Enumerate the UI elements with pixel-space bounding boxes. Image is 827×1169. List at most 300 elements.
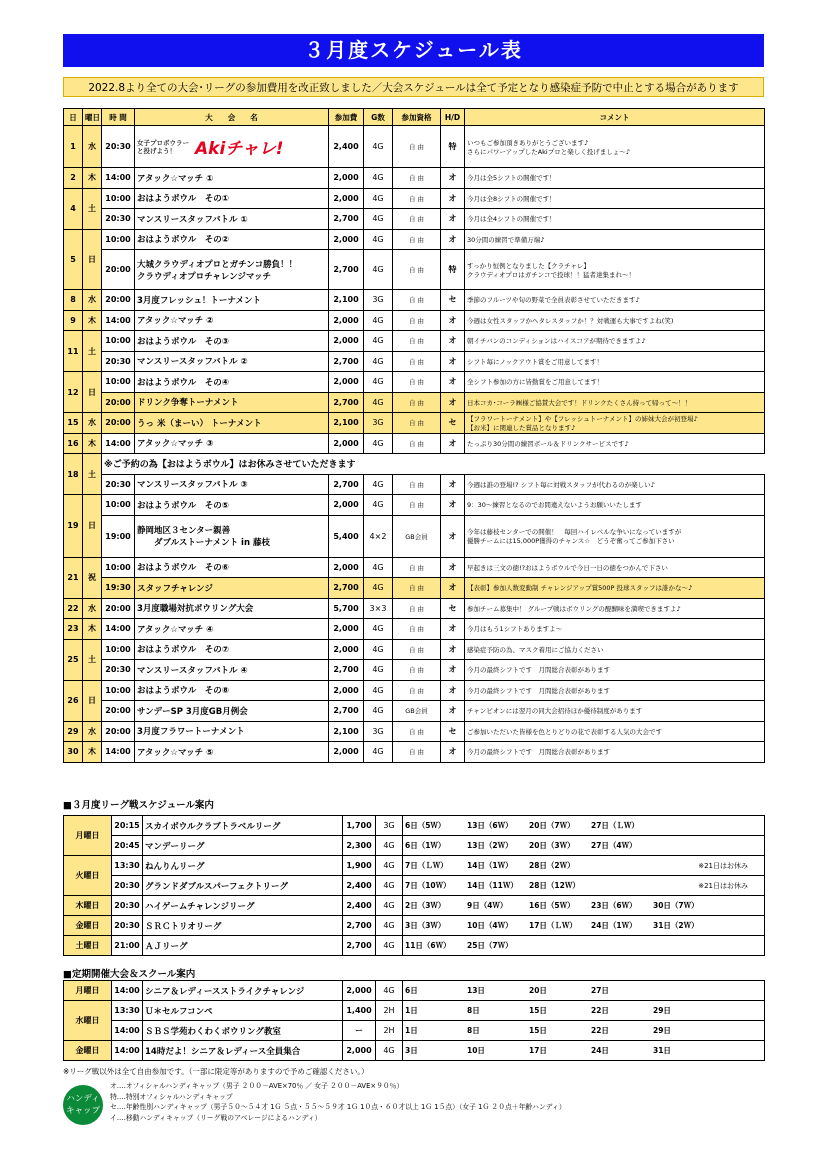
event-name: アタック☆マッチ ⑤ bbox=[135, 742, 329, 763]
day-cell: 15 bbox=[64, 413, 83, 434]
handicap-cell: オ bbox=[441, 515, 465, 557]
time-cell: 20:30 bbox=[112, 916, 143, 936]
fee-cell: 2,700 bbox=[329, 660, 364, 681]
event-name: ハイゲームチャレンジリーグ bbox=[143, 896, 343, 916]
comment-cell: 今月は全5シフトの開催です！ bbox=[465, 168, 765, 189]
games-cell: 3G bbox=[364, 413, 393, 434]
note: ※21日はお休み bbox=[698, 862, 748, 870]
comment-cell: 日本コカ･コーラ㈱様ご協賛大会です！ドリンクたくさん持って帰って～！！ bbox=[465, 392, 765, 413]
legend-line: 特‥‥特別オフィシャルハンディキャップ bbox=[110, 1092, 233, 1101]
time-cell: 13:30 bbox=[112, 856, 143, 876]
games-cell: 4G bbox=[364, 639, 393, 660]
handicap-cell: セ bbox=[441, 598, 465, 619]
weekday-cell: 土 bbox=[83, 331, 102, 372]
date-item: 6日（5Ｗ） bbox=[405, 821, 446, 830]
games-cell: 3G bbox=[364, 290, 393, 311]
handicap-cell: オ bbox=[441, 310, 465, 331]
schedule-header-row bbox=[64, 109, 765, 126]
schedule-row bbox=[64, 598, 765, 619]
time-cell: 20:30 bbox=[102, 126, 135, 168]
header-cell: 参加費 bbox=[329, 109, 364, 126]
schedule-row bbox=[64, 742, 765, 763]
fee-cell: 2,000 bbox=[329, 310, 364, 331]
games-cell: 2H bbox=[376, 1021, 403, 1041]
eligibility-cell: 自 由 bbox=[393, 680, 441, 701]
games-cell: 4G bbox=[376, 916, 403, 936]
fee-cell: 2,700 bbox=[329, 474, 364, 495]
games-cell: 3×3 bbox=[364, 598, 393, 619]
time-cell: 20:30 bbox=[102, 351, 135, 372]
fee-cell: 2,000 bbox=[329, 742, 364, 763]
event-name: 14時だよ！シニア＆レディース全員集合 bbox=[143, 1041, 343, 1061]
fee-cell: 2,100 bbox=[329, 721, 364, 742]
games-cell: 4G bbox=[364, 557, 393, 578]
date-item: 30日（7Ｗ） bbox=[653, 901, 699, 910]
comment-cell: チャンピオンには翌月の同大会招待ほか優待制度があります bbox=[465, 701, 765, 722]
schedule-row bbox=[64, 351, 765, 372]
games-cell: 4G bbox=[376, 1041, 403, 1061]
handicap-cell: オ bbox=[441, 495, 465, 516]
notice-cell: ※ご予約の為【おはようボウル】はお休みさせていただきます bbox=[102, 454, 765, 475]
dates-cell bbox=[403, 816, 765, 836]
schedule-row bbox=[64, 495, 765, 516]
handicap-cell: セ bbox=[441, 721, 465, 742]
dates-cell bbox=[403, 1001, 765, 1021]
eligibility-cell: 自 由 bbox=[393, 433, 441, 454]
day-cell: 1 bbox=[64, 126, 83, 168]
fee-cell: 2,000 bbox=[329, 680, 364, 701]
schedule-row bbox=[64, 188, 765, 209]
logo-brand: Akiチャレ! bbox=[195, 139, 284, 159]
logo-caption: 女子プロボウラー と投げよう！ bbox=[137, 138, 189, 155]
fee-cell: 2,000 bbox=[329, 372, 364, 393]
fee-cell: 2,000 bbox=[329, 495, 364, 516]
weekday-cell: 祝 bbox=[83, 557, 102, 598]
league-row bbox=[64, 876, 765, 896]
time-cell: 14:00 bbox=[102, 742, 135, 763]
day-cell: 2 bbox=[64, 168, 83, 189]
schedule-row bbox=[64, 619, 765, 640]
time-cell: 20:00 bbox=[102, 721, 135, 742]
league-row bbox=[64, 896, 765, 916]
day-cell: 21 bbox=[64, 557, 83, 598]
eligibility-cell: 自 由 bbox=[393, 168, 441, 189]
time-cell: 14:00 bbox=[102, 433, 135, 454]
games-cell: 3G bbox=[376, 816, 403, 836]
handicap-cell: オ bbox=[441, 168, 465, 189]
event-name: おはようボウル その⑥ bbox=[135, 557, 329, 578]
eligibility-cell: 自 由 bbox=[393, 660, 441, 681]
event-name: ＳＲＣトリオリーグ bbox=[143, 916, 343, 936]
note: ※21日はお休み bbox=[698, 882, 748, 890]
time-cell: 10:00 bbox=[102, 680, 135, 701]
games-cell: 4G bbox=[364, 310, 393, 331]
day-cell: 30 bbox=[64, 742, 83, 763]
comment-cell: 今週は誰の登場!? シフト毎に対戦スタッフが代わるのが楽しい♪ bbox=[465, 474, 765, 495]
weekday-cell: 水 bbox=[83, 721, 102, 742]
date-item: 24日（1Ｗ） bbox=[591, 921, 637, 930]
schedule-row bbox=[64, 126, 765, 168]
day-cell: 11 bbox=[64, 331, 83, 372]
date-item: 31日 bbox=[653, 1046, 671, 1055]
games-cell: 4G bbox=[376, 856, 403, 876]
games-cell: 4G bbox=[364, 372, 393, 393]
date-item: 10日 bbox=[467, 1046, 485, 1055]
weekday-cell: 金曜日 bbox=[64, 916, 112, 936]
handicap-cell: オ bbox=[441, 701, 465, 722]
schedule-row bbox=[64, 433, 765, 454]
fee-cell: 2,700 bbox=[343, 936, 376, 956]
time-cell: 14:00 bbox=[112, 981, 143, 1001]
weekday-cell: 木曜日 bbox=[64, 896, 112, 916]
handicap-cell: オ bbox=[441, 557, 465, 578]
dates-cell bbox=[403, 896, 765, 916]
schedule-row bbox=[64, 721, 765, 742]
league-table bbox=[63, 815, 765, 956]
league-row bbox=[64, 836, 765, 856]
time-cell: 10:00 bbox=[102, 557, 135, 578]
schedule-row bbox=[64, 515, 765, 557]
date-item: 6日（1Ｗ） bbox=[405, 841, 446, 850]
handicap-cell: オ bbox=[441, 474, 465, 495]
date-item: 13日 bbox=[467, 986, 485, 995]
event-name bbox=[135, 126, 329, 168]
schedule-table bbox=[63, 108, 765, 763]
games-cell: 2H bbox=[376, 1001, 403, 1021]
header-cell: 大 会 名 bbox=[135, 109, 329, 126]
games-cell: 4G bbox=[364, 351, 393, 372]
day-cell: 25 bbox=[64, 639, 83, 680]
eligibility-cell: 自 由 bbox=[393, 331, 441, 352]
time-cell: 10:00 bbox=[102, 372, 135, 393]
eligibility-cell: GB会員 bbox=[393, 515, 441, 557]
comment-cell: 9：30～練習となるのでお間違えないようお願いいたします bbox=[465, 495, 765, 516]
league-row bbox=[64, 1041, 765, 1061]
time-cell: 14:00 bbox=[112, 1021, 143, 1041]
time-cell: 14:00 bbox=[112, 1041, 143, 1061]
date-item: 1日 bbox=[405, 1006, 418, 1015]
time-cell: 20:30 bbox=[102, 660, 135, 681]
event-name: ＳＢＳ学苑わくわくボウリング教室 bbox=[143, 1021, 343, 1041]
time-cell: 21:00 bbox=[112, 936, 143, 956]
fee-cell: 2,400 bbox=[329, 126, 364, 168]
fee-cell: 2,700 bbox=[329, 250, 364, 290]
handicap-cell: オ bbox=[441, 578, 465, 599]
fee-cell: 2,400 bbox=[343, 896, 376, 916]
event-name: 大城クラウディオプロとガチンコ勝負！！ クラウディオプロチャレンジマッチ bbox=[135, 250, 329, 290]
dates-cell bbox=[403, 856, 765, 876]
weekday-cell: 土 bbox=[83, 639, 102, 680]
dates-cell bbox=[403, 836, 765, 856]
games-cell: 4G bbox=[364, 680, 393, 701]
weekday-cell: 水 bbox=[83, 598, 102, 619]
date-item: 28日（12Ｗ） bbox=[529, 881, 580, 890]
event-name: おはようボウル その③ bbox=[135, 331, 329, 352]
handicap-cell: オ bbox=[441, 742, 465, 763]
time-cell: 19:30 bbox=[102, 578, 135, 599]
handicap-cell: セ bbox=[441, 413, 465, 434]
event-name: 3月度フレッシュ！トーナメント bbox=[135, 290, 329, 311]
games-cell: 4G bbox=[364, 331, 393, 352]
games-cell: 4G bbox=[364, 168, 393, 189]
weekday-cell: 日 bbox=[83, 680, 102, 721]
date-item: 17日（ＬＷ） bbox=[529, 921, 577, 930]
event-name: おはようボウル その④ bbox=[135, 372, 329, 393]
eligibility-cell: 自 由 bbox=[393, 250, 441, 290]
legend-line: オ‥‥オフィシャルハンディキャップ（男子 ２００－AVE×70％ ／ 女子 ２００－AVE×９０％） bbox=[110, 1082, 404, 1090]
school-section-title: ■定期開催大会＆スクール案内 bbox=[63, 969, 196, 980]
schedule-row bbox=[64, 578, 765, 599]
games-cell: 4×2 bbox=[364, 515, 393, 557]
page-title: ３月度スケジュール表 bbox=[63, 34, 764, 67]
day-cell: 16 bbox=[64, 433, 83, 454]
time-cell: 20:00 bbox=[102, 598, 135, 619]
fee-cell: 5,400 bbox=[329, 515, 364, 557]
schedule-row bbox=[64, 454, 765, 475]
schedule-row bbox=[64, 660, 765, 681]
date-item: 31日（2Ｗ） bbox=[653, 921, 699, 930]
event-name: スカイボウルクラブトラベルリーグ bbox=[143, 816, 343, 836]
time-cell: 10:00 bbox=[102, 188, 135, 209]
time-cell: 20:30 bbox=[102, 209, 135, 230]
date-item: 29日 bbox=[653, 1006, 671, 1015]
footnote: ※リーグ戦以外は全て自由参加です。（一部に限定等がありますので予めご確認ください。） bbox=[63, 1067, 369, 1076]
event-name: アタック☆マッチ ① bbox=[135, 168, 329, 189]
league-row bbox=[64, 916, 765, 936]
weekday-cell: 日 bbox=[83, 372, 102, 413]
league-row bbox=[64, 856, 765, 876]
schedule-row bbox=[64, 680, 765, 701]
time-cell: 14:00 bbox=[102, 310, 135, 331]
schedule-row bbox=[64, 168, 765, 189]
event-name: マンスリースタッフバトル ④ bbox=[135, 660, 329, 681]
date-item: 25日（7Ｗ） bbox=[467, 941, 513, 950]
date-item: 9日（4Ｗ） bbox=[467, 901, 508, 910]
day-cell: 8 bbox=[64, 290, 83, 311]
games-cell: 3G bbox=[364, 721, 393, 742]
comment-cell: 30分間の練習で準備万端♪ bbox=[465, 229, 765, 250]
event-name: グランドダブルスパーフェクトリーグ bbox=[143, 876, 343, 896]
date-item: 15日 bbox=[529, 1006, 547, 1015]
league-row bbox=[64, 1021, 765, 1041]
league-row bbox=[64, 1001, 765, 1021]
eligibility-cell: 自 由 bbox=[393, 578, 441, 599]
event-name: 3月度職場対抗ボウリング大会 bbox=[135, 598, 329, 619]
schedule-row bbox=[64, 310, 765, 331]
games-cell: 4G bbox=[364, 250, 393, 290]
date-item: 7日（ＬＷ） bbox=[405, 861, 448, 870]
time-cell: 10:00 bbox=[102, 331, 135, 352]
schedule-row bbox=[64, 372, 765, 393]
weekday-cell: 木 bbox=[83, 310, 102, 331]
schedule-row bbox=[64, 474, 765, 495]
date-item: 10日（4Ｗ） bbox=[467, 921, 513, 930]
date-item: 13日（2Ｗ） bbox=[467, 841, 513, 850]
date-item: 27日（4Ｗ） bbox=[591, 841, 637, 850]
comment-cell: ご参加いただいた皆様を色とりどりの花で表彰する人気の大会です bbox=[465, 721, 765, 742]
fee-cell: 2,100 bbox=[329, 290, 364, 311]
time-cell: 20:00 bbox=[102, 392, 135, 413]
comment-cell: いつもご参加頂きありがとうございます♪ さらにパワーアップしたAkiプロと楽しく投げましょ～♪ bbox=[465, 126, 765, 168]
eligibility-cell: 自 由 bbox=[393, 209, 441, 230]
games-cell: 4G bbox=[364, 126, 393, 168]
eligibility-cell: 自 由 bbox=[393, 229, 441, 250]
time-cell: 14:00 bbox=[102, 619, 135, 640]
handicap-cell: オ bbox=[441, 372, 465, 393]
comment-cell: 全シフト参加の方に皆勤賞をご用意してます！ bbox=[465, 372, 765, 393]
schedule-row bbox=[64, 250, 765, 290]
handicap-cell: オ bbox=[441, 660, 465, 681]
legend-line: イ‥‥移動ハンディキャップ（リーグ戦のアベレージによるハンディ） bbox=[110, 1113, 322, 1122]
league-row bbox=[64, 981, 765, 1001]
weekday-cell: 月曜日 bbox=[64, 816, 112, 856]
dates-cell bbox=[403, 876, 765, 896]
time-cell: 20:30 bbox=[112, 876, 143, 896]
comment-cell: 今月の最終シフトです 月間総合表彰があります bbox=[465, 680, 765, 701]
fee-cell: 1,900 bbox=[343, 856, 376, 876]
schedule-row bbox=[64, 557, 765, 578]
games-cell: 4G bbox=[364, 495, 393, 516]
header-cell: H/D bbox=[441, 109, 465, 126]
games-cell: 4G bbox=[376, 836, 403, 856]
handicap-cell: 特 bbox=[441, 126, 465, 168]
eligibility-cell: 自 由 bbox=[393, 413, 441, 434]
fee-cell: 5,700 bbox=[329, 598, 364, 619]
date-item: 29日 bbox=[653, 1026, 671, 1035]
school-table bbox=[63, 980, 765, 1061]
weekday-cell: 土 bbox=[83, 454, 102, 495]
time-cell: 20:00 bbox=[102, 413, 135, 434]
comment-cell: すっかり恒例となりました【クラチャレ】 クラウディオプロはガチンコで投球！！猛者達集まれ～！ bbox=[465, 250, 765, 290]
eligibility-cell: 自 由 bbox=[393, 495, 441, 516]
day-cell: 5 bbox=[64, 229, 83, 290]
handicap-cell: オ bbox=[441, 229, 465, 250]
date-item: 15日 bbox=[529, 1026, 547, 1035]
event-name: シニア＆レディースストライクチャレンジ bbox=[143, 981, 343, 1001]
fee-cell: 1,700 bbox=[343, 816, 376, 836]
time-cell: 13:30 bbox=[112, 1001, 143, 1021]
time-cell: 10:00 bbox=[102, 639, 135, 660]
eligibility-cell: 自 由 bbox=[393, 290, 441, 311]
date-item: 6日 bbox=[405, 986, 418, 995]
day-cell: 4 bbox=[64, 188, 83, 229]
weekday-cell: 土曜日 bbox=[64, 936, 112, 956]
weekday-cell: 木 bbox=[83, 742, 102, 763]
time-cell: 20:15 bbox=[112, 816, 143, 836]
dates-cell bbox=[403, 916, 765, 936]
fee-cell: 2,000 bbox=[329, 188, 364, 209]
comment-cell: 今週は女性スタッフかヘタレスタッフか！？対戦運も大事ですよね(笑) bbox=[465, 310, 765, 331]
schedule-row bbox=[64, 229, 765, 250]
day-cell: 26 bbox=[64, 680, 83, 721]
fee-cell: 2,000 bbox=[329, 331, 364, 352]
league-row bbox=[64, 816, 765, 836]
handicap-cell: 特 bbox=[441, 250, 465, 290]
games-cell: 4G bbox=[364, 701, 393, 722]
comment-cell: たっぷり30分間の練習ボール＆ドリンクサービスです♪ bbox=[465, 433, 765, 454]
day-cell: 12 bbox=[64, 372, 83, 413]
event-name: マンスリースタッフバトル ② bbox=[135, 351, 329, 372]
handicap-cell: セ bbox=[441, 290, 465, 311]
fee-cell: 2,000 bbox=[329, 168, 364, 189]
fee-cell: 2,300 bbox=[343, 836, 376, 856]
fee-cell: 2,700 bbox=[343, 916, 376, 936]
date-item: 2日（3Ｗ） bbox=[405, 901, 446, 910]
comment-cell: 感染症予防の為、マスク着用にご協力ください bbox=[465, 639, 765, 660]
eligibility-cell: 自 由 bbox=[393, 474, 441, 495]
eligibility-cell: 自 由 bbox=[393, 372, 441, 393]
event-name: うっ 米（まーい） トーナメント bbox=[135, 413, 329, 434]
date-item: 17日 bbox=[529, 1046, 547, 1055]
weekday-cell: 火曜日 bbox=[64, 856, 112, 896]
event-name: おはようボウル その② bbox=[135, 229, 329, 250]
weekday-cell: 土 bbox=[83, 188, 102, 229]
weekday-cell: 水 bbox=[83, 126, 102, 168]
event-name: ＡＪリーグ bbox=[143, 936, 343, 956]
comment-cell: 今月の最終シフトです 月間総合表彰があります bbox=[465, 660, 765, 681]
eligibility-cell: GB会員 bbox=[393, 701, 441, 722]
fee-cell: ー bbox=[343, 1021, 376, 1041]
handicap-cell: オ bbox=[441, 619, 465, 640]
weekday-cell: 水 bbox=[83, 413, 102, 434]
weekday-cell: 日 bbox=[83, 495, 102, 558]
date-item: 22日 bbox=[591, 1006, 609, 1015]
handicap-cell: オ bbox=[441, 639, 465, 660]
comment-cell: 【フラワートーナメント】や【フレッシュトーナメント】の姉妹大会が初登場♪ 【お米】に関連した賞品となります♪ bbox=[465, 413, 765, 434]
fee-cell: 2,700 bbox=[329, 392, 364, 413]
legend-line: セ‥‥年齢性別ハンディキャップ（男子５０～５４才 1Ｇ ５点・５５～５９才 1Ｇ 1０点・６０才以上 1Ｇ 1５点）（女子 1Ｇ ２０点＋年齢ハンディ） bbox=[110, 1103, 566, 1111]
date-item: 11日（6Ｗ） bbox=[405, 941, 451, 950]
weekday-cell: 木 bbox=[83, 619, 102, 640]
fee-cell: 2,000 bbox=[329, 619, 364, 640]
eligibility-cell: 自 由 bbox=[393, 721, 441, 742]
handicap-cell: オ bbox=[441, 680, 465, 701]
handicap-legend bbox=[110, 1081, 566, 1123]
event-name: ドリンク争奪トーナメント bbox=[135, 392, 329, 413]
games-cell: 4G bbox=[364, 188, 393, 209]
games-cell: 4G bbox=[364, 392, 393, 413]
event-name: おはようボウル その⑦ bbox=[135, 639, 329, 660]
handicap-cell: オ bbox=[441, 188, 465, 209]
handicap-badge-label: ハンディ キャップ bbox=[65, 1094, 100, 1116]
date-item: 27日（ＬＷ） bbox=[591, 821, 639, 830]
weekday-cell: 水 bbox=[83, 290, 102, 311]
games-cell: 4G bbox=[376, 876, 403, 896]
games-cell: 4G bbox=[364, 742, 393, 763]
comment-cell: 季節のフルーツや旬の野菜で全員表彰させていただきます♪ bbox=[465, 290, 765, 311]
weekday-cell: 日 bbox=[83, 229, 102, 290]
day-cell: 18 bbox=[64, 454, 83, 495]
handicap-cell: オ bbox=[441, 392, 465, 413]
event-name: サンデーSP 3月度GB月例会 bbox=[135, 701, 329, 722]
event-name: おはようボウル その⑤ bbox=[135, 495, 329, 516]
event-name: おはようボウル その① bbox=[135, 188, 329, 209]
time-cell: 20:30 bbox=[102, 474, 135, 495]
weekday-cell: 水曜日 bbox=[64, 1001, 112, 1041]
comment-cell: 早起きは三文の徳!?おはようボウルで今日一日の徳をつかんで下さい bbox=[465, 557, 765, 578]
eligibility-cell: 自 由 bbox=[393, 392, 441, 413]
fee-cell: 2,700 bbox=[329, 351, 364, 372]
schedule-row bbox=[64, 701, 765, 722]
event-name: Ｕ＊セルフコンペ bbox=[143, 1001, 343, 1021]
date-item: 14日（1Ｗ） bbox=[467, 861, 513, 870]
event-name: スタッフチャレンジ bbox=[135, 578, 329, 599]
handicap-cell: オ bbox=[441, 433, 465, 454]
schedule-row bbox=[64, 209, 765, 230]
eligibility-cell: 自 由 bbox=[393, 557, 441, 578]
comment-cell: 今月は全4シフトの開催です！ bbox=[465, 209, 765, 230]
weekday-cell: 木 bbox=[83, 168, 102, 189]
